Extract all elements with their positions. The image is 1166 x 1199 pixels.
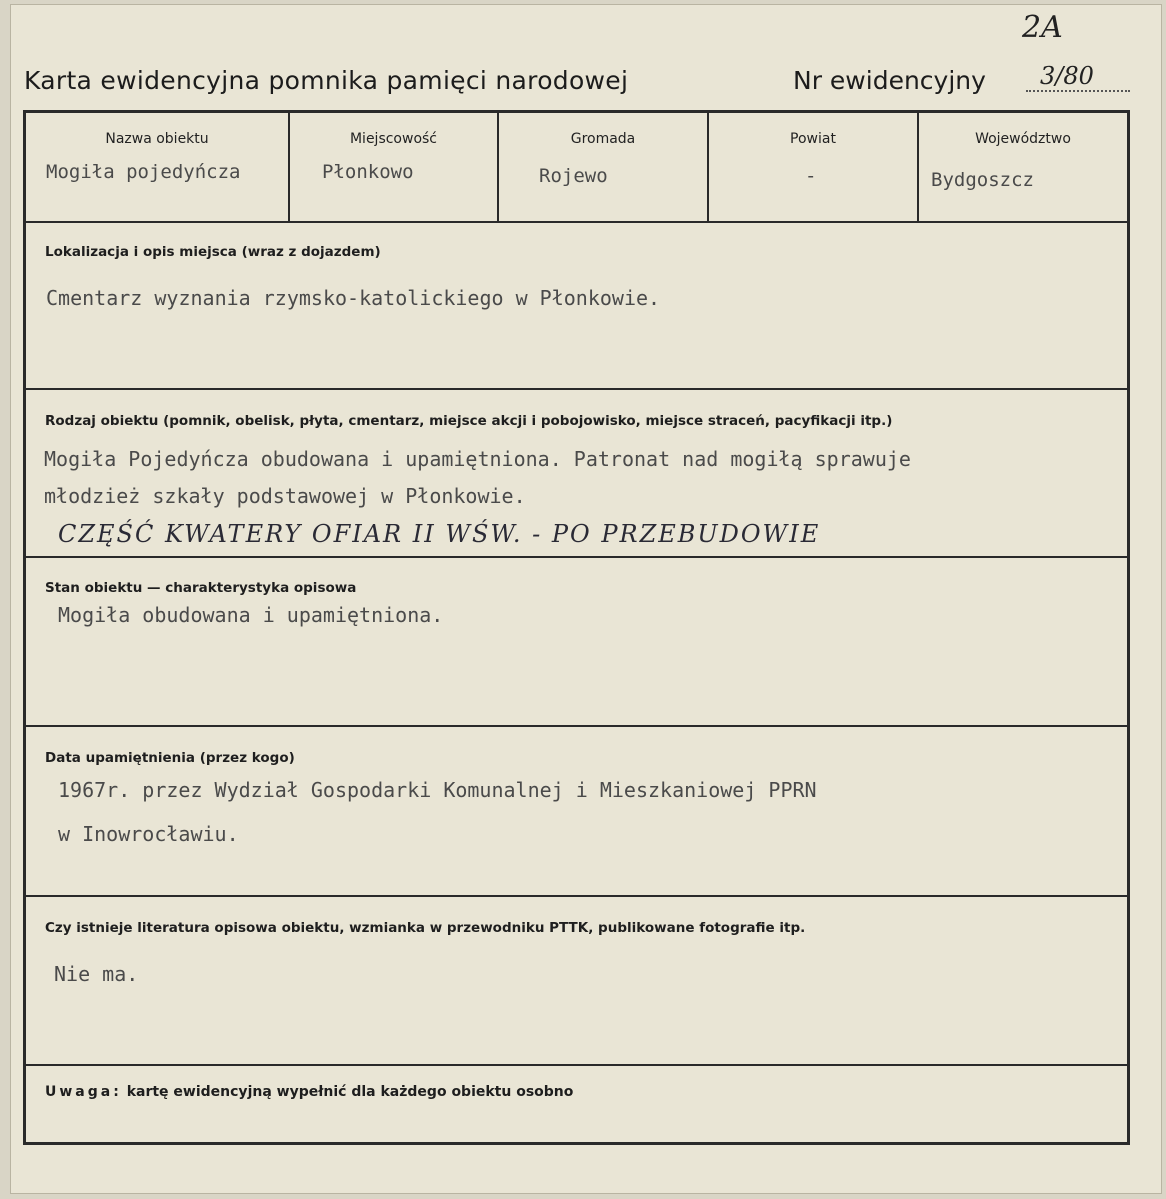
section-label: Rodzaj obiektu (pomnik, obelisk, płyta, cmentarz, miejsce akcji i pobojowisko, miejsce straceń, pacyfikacji itp.): [45, 413, 893, 429]
registry-number-dotted-line: [1026, 90, 1130, 92]
column-value: Bydgoszcz: [931, 169, 1034, 191]
column-value: Płonkowo: [322, 161, 414, 183]
section-text-line-2: w Inowrocławiu.: [58, 822, 239, 846]
column-object-name: [26, 113, 290, 221]
column-value: Mogiła pojedyńcza: [46, 161, 241, 183]
registry-number-value: 3/80: [1040, 62, 1094, 90]
column-value: -: [805, 165, 817, 187]
section-note: [26, 1066, 1127, 1142]
column-label: Miejscowość: [349, 131, 438, 147]
section-commemoration-date: [26, 727, 1127, 897]
section-text: Nie ma.: [54, 962, 139, 986]
note-prefix: Uwaga:: [45, 1084, 122, 1100]
section-condition: [26, 558, 1127, 727]
section-text: Mogiła obudowana i upamiętniona.: [58, 603, 444, 627]
handwritten-note: CZĘŚĆ KWATERY OFIAR II WŚW. - PO PRZEBUDOWIE: [58, 520, 821, 548]
section-label: Stan obiektu — charakterystyka opisowa: [45, 580, 357, 596]
form-frame: [23, 110, 1130, 1145]
section-text: Cmentarz wyznania rzymsko-katolickiego w Płonkowie.: [46, 286, 661, 310]
column-commune: [499, 113, 709, 221]
column-locality: [290, 113, 499, 221]
note-body: kartę ewidencyjną wypełnić dla każdego obiektu osobno: [126, 1084, 574, 1100]
section-text-line-2: młodzież szkały podstawowej w Płonkowie.: [44, 484, 526, 508]
column-label: Powiat: [790, 131, 836, 147]
card-title: Karta ewidencyjna pomnika pamięci narodowej: [24, 66, 629, 95]
section-label: Data upamiętnienia (przez kogo): [45, 750, 295, 766]
section-object-type: [26, 390, 1127, 558]
section-label: Lokalizacja i opis miejsca (wraz z dojazdem): [45, 244, 381, 260]
section-label: Czy istnieje literatura opisowa obiektu, wzmianka w przewodniku PTTK, publikowane fotografie itp.: [45, 920, 806, 936]
registry-number-label: Nr ewidencyjny: [793, 66, 986, 95]
note-text: [45, 1084, 573, 1100]
section-location: [26, 221, 1127, 390]
column-label: Województwo: [975, 131, 1071, 147]
column-district: [709, 113, 919, 221]
column-label: Gromada: [570, 131, 636, 147]
handwritten-annotation: 2A: [1022, 10, 1063, 45]
section-text-line-1: Mogiła Pojedyńcza obudowana i upamiętniona. Patronat nad mogiłą sprawuje: [44, 447, 911, 471]
section-literature: [26, 897, 1127, 1066]
column-label: Nazwa obiektu: [105, 131, 209, 147]
column-value: Rojewo: [539, 165, 608, 187]
identification-row: [26, 113, 1127, 223]
column-voivodeship: [919, 113, 1127, 221]
section-text-line-1: 1967r. przez Wydział Gospodarki Komunalnej i Mieszkaniowej PPRN: [58, 778, 817, 802]
